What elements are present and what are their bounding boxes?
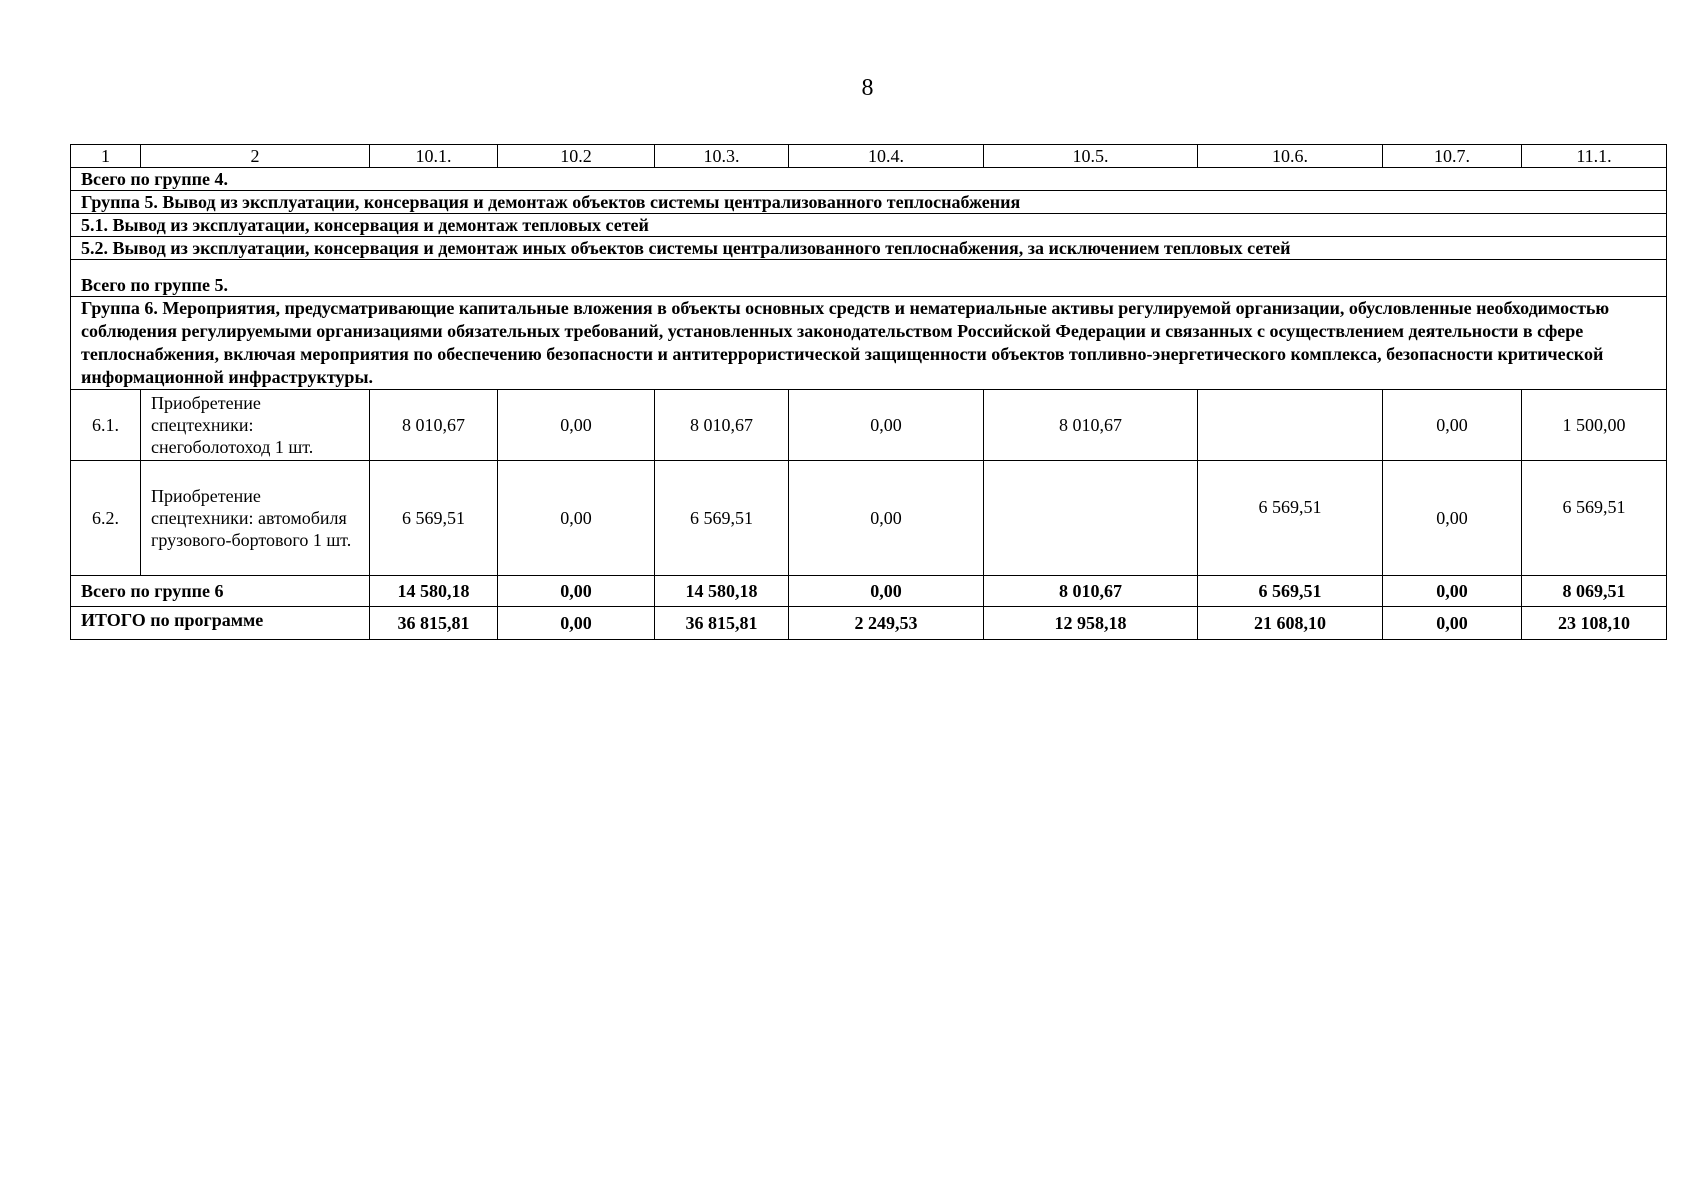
group6-title: Группа 6. Мероприятия, предусматривающие капитальные вложения в объекты основных средств и нематериальные активы регулируемой организации, обусловленные необходимостью соблюдения регулируемыми организациями обязательных требований, установленных законодательством Российской Федерации и связанных с осуществлением деятельности в сфере теплоснабжения, включая мероприятия по обеспечению безопасности и антитеррористической защищенности объектов топливно-энергетического комплекса, безопасности критической информационной инфраструктуры. bbox=[71, 297, 1667, 390]
total-value-cell: 14 580,18 bbox=[370, 576, 498, 607]
value-cell bbox=[984, 461, 1198, 576]
group5-title-row bbox=[71, 191, 1667, 214]
header-cell: 10.6. bbox=[1198, 145, 1383, 168]
group5-title: Группа 5. Вывод из эксплуатации, консервация и демонтаж объектов системы централизованного теплоснабжения bbox=[71, 191, 1667, 214]
group5-1-title: 5.1. Вывод из эксплуатации, консервация и демонтаж тепловых сетей bbox=[71, 214, 1667, 237]
header-cell: 10.4. bbox=[789, 145, 984, 168]
total-group4-row bbox=[71, 168, 1667, 191]
total-group5-row bbox=[71, 260, 1667, 297]
group5-2-title-row bbox=[71, 237, 1667, 260]
total-value-cell: 0,00 bbox=[789, 576, 984, 607]
value-cell: 6 569,51 bbox=[655, 461, 789, 576]
group5-1-title-row bbox=[71, 214, 1667, 237]
total-value-cell: 8 010,67 bbox=[984, 576, 1198, 607]
total-value-cell: 6 569,51 bbox=[1198, 576, 1383, 607]
total-value-cell: 14 580,18 bbox=[655, 576, 789, 607]
grand-total-value-cell: 0,00 bbox=[498, 607, 655, 640]
total-value-cell: 0,00 bbox=[498, 576, 655, 607]
value-cell: 8 010,67 bbox=[655, 390, 789, 461]
grand-total-value-cell: 36 815,81 bbox=[370, 607, 498, 640]
header-cell: 10.5. bbox=[984, 145, 1198, 168]
grand-total-value-cell: 0,00 bbox=[1383, 607, 1522, 640]
column-number-header-row bbox=[71, 145, 1667, 168]
page-number: 8 bbox=[861, 75, 874, 101]
header-cell: 10.3. bbox=[655, 145, 789, 168]
total-group6-label: Всего по группе 6 bbox=[71, 576, 370, 607]
header-cell: 10.7. bbox=[1383, 145, 1522, 168]
header-cell: 10.2 bbox=[498, 145, 655, 168]
value-cell: 0,00 bbox=[1383, 461, 1522, 576]
grand-total-value-cell: 12 958,18 bbox=[984, 607, 1198, 640]
header-cell: 2 bbox=[141, 145, 370, 168]
total-group6-row bbox=[71, 576, 1667, 607]
value-cell: 6 569,51 bbox=[370, 461, 498, 576]
table-row bbox=[71, 461, 1667, 576]
grand-total-value-cell: 23 108,10 bbox=[1522, 607, 1667, 640]
value-cell: 0,00 bbox=[498, 390, 655, 461]
total-group4-label: Всего по группе 4. bbox=[71, 168, 1667, 191]
value-cell: 8 010,67 bbox=[984, 390, 1198, 461]
total-value-cell: 8 069,51 bbox=[1522, 576, 1667, 607]
value-cell: 8 010,67 bbox=[370, 390, 498, 461]
value-cell: 1 500,00 bbox=[1522, 390, 1667, 461]
header-cell: 1 bbox=[71, 145, 141, 168]
value-cell: 0,00 bbox=[498, 461, 655, 576]
item-name: Приобретение спецтехники: автомобиля грузового-бортового 1 шт. bbox=[141, 461, 370, 576]
investment-program-table bbox=[70, 144, 1667, 640]
value-cell: 6 569,51 bbox=[1522, 461, 1667, 576]
value-cell: 0,00 bbox=[789, 390, 984, 461]
item-name: Приобретение спецтехники: снегоболотоход 1 шт. bbox=[141, 390, 370, 461]
total-group5-label: Всего по группе 5. bbox=[71, 260, 1667, 297]
value-cell: 6 569,51 bbox=[1198, 461, 1383, 576]
item-index: 6.2. bbox=[71, 461, 141, 576]
group6-title-row bbox=[71, 297, 1667, 390]
group5-2-title: 5.2. Вывод из эксплуатации, консервация и демонтаж иных объектов системы централизованного теплоснабжения, за исключением тепловых сетей bbox=[71, 237, 1667, 260]
item-index: 6.1. bbox=[71, 390, 141, 461]
grand-total-value-cell: 2 249,53 bbox=[789, 607, 984, 640]
value-cell: 0,00 bbox=[1383, 390, 1522, 461]
value-cell bbox=[1198, 390, 1383, 461]
grand-total-label: ИТОГО по программе bbox=[71, 607, 370, 640]
header-cell: 11.1. bbox=[1522, 145, 1667, 168]
total-value-cell: 0,00 bbox=[1383, 576, 1522, 607]
value-cell: 0,00 bbox=[789, 461, 984, 576]
grand-total-value-cell: 36 815,81 bbox=[655, 607, 789, 640]
table-row bbox=[71, 390, 1667, 461]
grand-total-value-cell: 21 608,10 bbox=[1198, 607, 1383, 640]
grand-total-row bbox=[71, 607, 1667, 640]
header-cell: 10.1. bbox=[370, 145, 498, 168]
